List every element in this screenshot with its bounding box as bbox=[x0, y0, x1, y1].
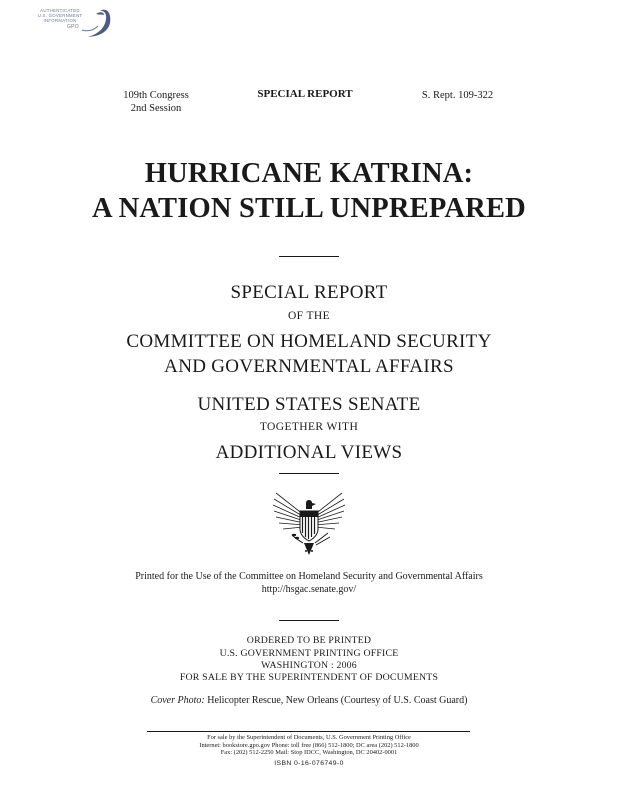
report-type-label: SPECIAL REPORT bbox=[257, 88, 353, 100]
sale-statement: FOR SALE BY THE SUPERINTENDENT OF DOCUMENTS bbox=[179, 672, 439, 683]
of-the-label: OF THE bbox=[287, 310, 331, 322]
congress-session-block bbox=[118, 89, 194, 115]
divider-rule bbox=[279, 473, 339, 474]
gpo-authentication-logo bbox=[30, 6, 120, 40]
gpo-logo-line-3: INFORMATION bbox=[43, 18, 77, 23]
document-title-line-2: A NATION STILL UNPREPARED bbox=[92, 193, 526, 224]
great-seal-eagle-icon bbox=[270, 489, 348, 559]
committee-name-line-2: AND GOVERNMENTAL AFFAIRS bbox=[164, 356, 454, 377]
sale-info-line-3: Fax: (202) 512-2250 Mail: Stop IDCC, Washington, DC 20402-0001 bbox=[220, 749, 398, 756]
cover-photo-credit bbox=[0, 695, 618, 706]
cover-photo-label: Cover Photo: bbox=[150, 695, 205, 706]
session-label: 2nd Session bbox=[130, 103, 182, 114]
footer-divider-rule bbox=[147, 731, 470, 732]
special-report-heading: SPECIAL REPORT bbox=[230, 282, 388, 303]
gpo-logo-line-2: U.S. GOVERNMENT bbox=[37, 13, 83, 18]
senate-heading: UNITED STATES SENATE bbox=[197, 394, 421, 415]
cover-photo-text: Helicopter Rescue, New Orleans (Courtesy of U.S. Coast Guard) bbox=[204, 695, 468, 706]
sale-info-line-1: For sale by the Superintendent of Documents, U.S. Government Printing Office bbox=[207, 734, 411, 741]
isbn-number: ISBN 0-16-076749-0 bbox=[274, 760, 344, 767]
eagle-swoosh-icon bbox=[74, 6, 120, 40]
document-title-line-1: HURRICANE KATRINA: bbox=[144, 158, 474, 189]
divider-rule bbox=[279, 620, 339, 621]
committee-name-line-1: COMMITTEE ON HOMELAND SECURITY bbox=[126, 331, 492, 352]
sale-info-line-2: Internet: bookstore.gpo.gov Phone: toll free (866) 512-1800; DC area (202) 512-1800 bbox=[199, 741, 419, 749]
congress-label: 109th Congress bbox=[123, 90, 189, 101]
additional-views-heading: ADDITIONAL VIEWS bbox=[215, 442, 403, 463]
printed-for-statement: Printed for the Use of the Committee on Homeland Security and Governmental Affairs bbox=[135, 571, 483, 582]
divider-rule bbox=[279, 256, 339, 257]
printing-office: U.S. GOVERNMENT PRINTING OFFICE bbox=[219, 648, 399, 659]
gpo-logo-line-4: GPO bbox=[66, 24, 79, 30]
ordered-to-be-printed: ORDERED TO BE PRINTED bbox=[246, 635, 372, 646]
together-with-label: TOGETHER WITH bbox=[259, 421, 359, 433]
report-number-label: S. Rept. 109-322 bbox=[421, 90, 494, 101]
gpo-logo-line-1: AUTHENTICATED bbox=[40, 8, 80, 13]
print-location-year: WASHINGTON : 2006 bbox=[261, 660, 357, 671]
committee-url: http://hsgac.senate.gov/ bbox=[261, 584, 357, 595]
